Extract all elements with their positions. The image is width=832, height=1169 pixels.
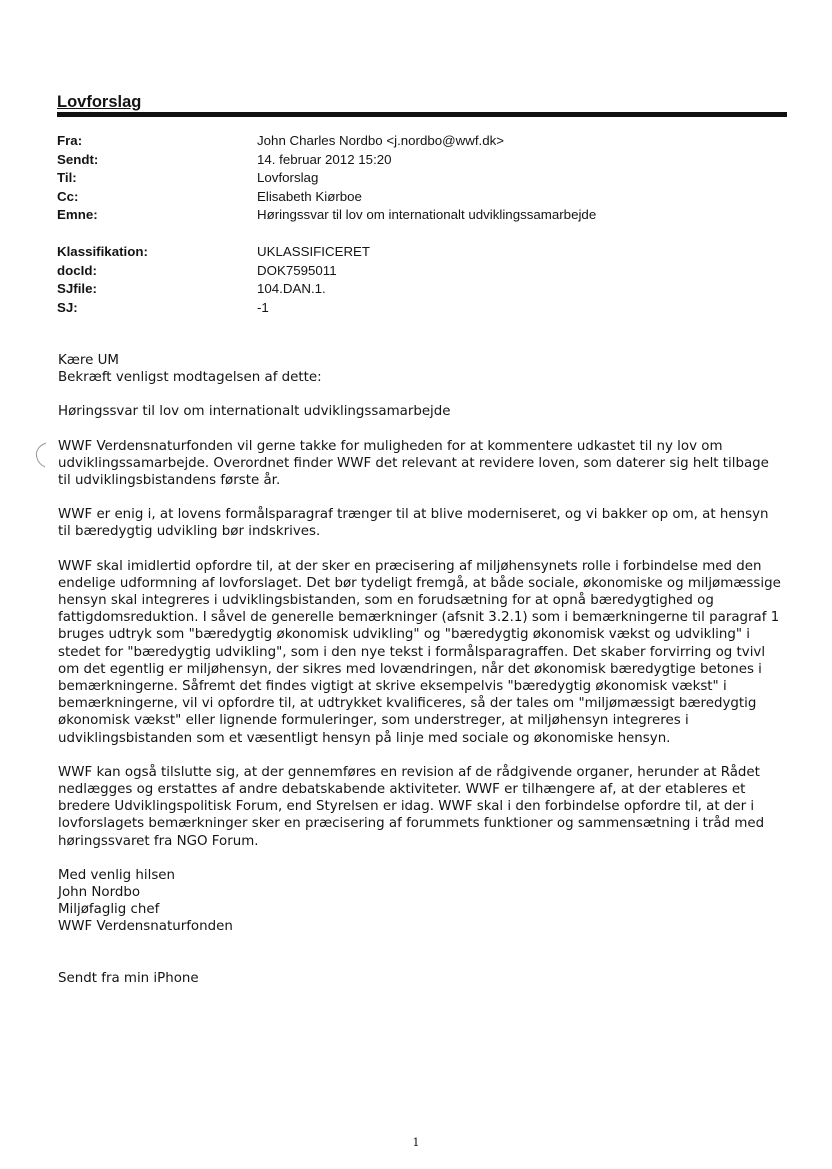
field-label: docId: xyxy=(57,262,97,278)
field-label: Fra: xyxy=(57,133,83,148)
header-row-docid xyxy=(57,262,777,281)
header-row-sj xyxy=(57,299,777,318)
signature-title: Miljøfaglig chef xyxy=(58,902,160,918)
field-label: SJfile: xyxy=(57,281,97,296)
header-row-classification xyxy=(57,243,777,262)
signature-name: John Nordbo xyxy=(58,885,141,901)
closing: Med venlig hilsen xyxy=(58,867,176,883)
header-row-to xyxy=(57,169,777,188)
field-value: 104.DAN.1. xyxy=(257,281,326,296)
field-value: John Charles Nordbo <j.nordbo@wwf.dk> xyxy=(257,133,505,148)
field-value: 14. februar 2012 15:20 xyxy=(257,151,392,167)
field-label: SJ: xyxy=(57,299,78,315)
header-row-subject xyxy=(57,206,777,225)
greeting: Kære UM xyxy=(58,353,119,368)
field-label: Cc: xyxy=(57,188,79,204)
subject-line: Høringssvar til lov om internationalt udviklingssamarbejde xyxy=(58,404,451,420)
header-row-cc xyxy=(57,188,777,207)
paragraph: WWF er enig i, at lovens formålsparagraf trænger til at blive moderniseret, og vi bakker op om, at hensyn til bæredygtig udvikling bør indskrives. xyxy=(58,507,769,540)
signature-org: WWF Verdensnaturfonden xyxy=(58,919,233,935)
field-label: Emne: xyxy=(57,207,98,222)
field-value: DOK7595011 xyxy=(257,262,337,278)
field-value: Lovforslag xyxy=(257,170,319,185)
header-row-sent xyxy=(57,151,777,170)
paragraph: WWF Verdensnaturfonden vil gerne takke for muligheden for at kommentere udkastet til ny lov om udviklingssamarbejde. Overordnet finder WWF det relevant at revidere loven, som daterer sig helt tilbage til udviklingsbistandens første år. xyxy=(58,438,769,489)
title-rule xyxy=(57,112,787,117)
email-body xyxy=(58,352,784,987)
field-label: Sendt: xyxy=(57,151,99,167)
paragraph: WWF skal imidlertid opfordre til, at der sker en præcisering af miljøhensynets rolle i forbindelse med den endelige udformning af lovforslaget. Det bør tydeligt fremgå, at både sociale, økonomiske og miljømæssige hensyn skal integreres i udviklingsbistanden, som en forudsætning for at opnå bæredygtighed og fattigdomsreduktion. I såvel de generelle bemærkninger (afsnit 3.2.1) som i bemærkningerne til paragraf 1 bruges udtryk som "bæredygtig økonomisk udvikling" og "bæredygtig økonomisk vækst og udvikling" i stedet for "bæredygtig udvikling", som i den nye tekst i formålsparagraffen. Det skaber forvirring og tvivl om det egentlig er miljøhensyn, der sikres med lovændringen, når det økonomisk bæredygtige betones i bemærkningerne. Såfremt det findes vigtigt at skrive eksempelvis "bæredygtig økonomisk vækst" i bemærkningerne, vil vi opfordre til, at udtrykket kvalificeres, så der tales om "miljømæssigt bæredygtig økonomisk vækst" eller lignende formuleringer, som understreger, at miljøhensyn integreres i udviklingsbistanden som et væsentligt hensyn på linje med sociale og økonomiske hensyn. xyxy=(58,558,781,746)
field-value: -1 xyxy=(257,299,269,315)
page-number: 1 xyxy=(412,1136,420,1149)
document-title: Lovforslag xyxy=(57,93,142,111)
header-row-sjfile xyxy=(57,280,777,299)
field-value: UKLASSIFICERET xyxy=(257,244,371,259)
header-row-from xyxy=(57,132,777,151)
paragraph: WWF kan også tilslutte sig, at der gennemføres en revision af de rådgivende organer, herunder at Rådet nedlægges og erstattes af andre debatskabende aktiviteter. WWF er tilhængere af, at der etableres et bredere Udviklingspolitisk Forum, end Styrelsen er idag. WWF skal i den forbindelse opfordre til, at der i lovforslagets bemærkninger sker en præcisering af forummets funktioner og sammensætning i tråd med høringssvaret fra NGO Forum. xyxy=(58,764,765,849)
classification-fields xyxy=(57,243,777,317)
sent-from: Sendt fra min iPhone xyxy=(58,970,199,986)
field-value: Elisabeth Kiørboe xyxy=(257,188,362,204)
field-value: Høringssvar til lov om internationalt udviklingssamarbejde xyxy=(257,207,597,222)
email-header-fields xyxy=(57,132,777,225)
confirm-request: Bekræft venligst modtagelsen af dette: xyxy=(58,370,322,386)
field-label: Klassifikation: xyxy=(57,244,148,259)
handwritten-bracket-mark xyxy=(30,440,50,470)
field-label: Til: xyxy=(57,170,77,185)
